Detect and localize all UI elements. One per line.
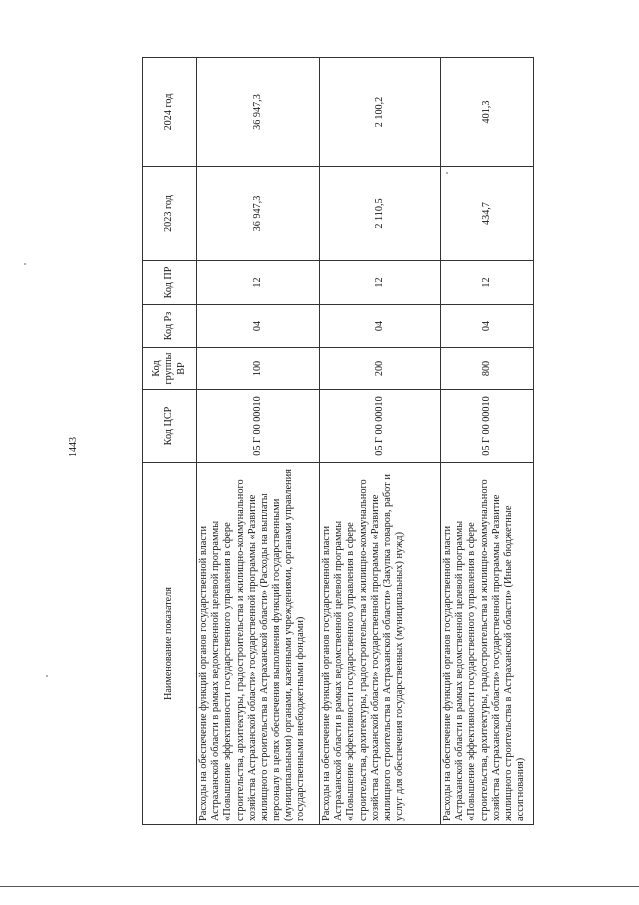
table-header-row (143, 58, 197, 825)
header-csr: Код ЦСР (143, 390, 197, 463)
budget-table (142, 57, 534, 825)
header-pr: Код ПР (143, 261, 197, 305)
bottom-rule (0, 886, 639, 887)
table-row (320, 58, 441, 825)
row-2024: 2 100,2 (320, 58, 441, 167)
row-vr: 800 (441, 348, 534, 390)
header-2023: 2023 год (143, 167, 197, 261)
row-rz: 04 (197, 305, 320, 348)
budget-table-rotated (142, 58, 530, 825)
row-name: Расходы на обеспечение функций органов государственной власти Астраханской области в рамках ведомственной целевой программы «Повышение эффективности государственного управления в сфере строительства, архитектуры, градостроительства и жилищно-коммунального хозяйства Астраханской области» государственной программы «Развитие жилищного строительства в Астраханской области» (Иные бюджетные ассигнования) (441, 463, 534, 825)
row-vr: 100 (197, 348, 320, 390)
row-csr: 05 Г 00 00010 (441, 390, 534, 463)
header-2024: 2024 год (143, 58, 197, 167)
page-number: 1443 (68, 437, 79, 457)
row-2023: 2 110,5 (320, 167, 441, 261)
row-name: Расходы на обеспечение функций органов государственной власти Астраханской области в рамках ведомственной целевой программы «Повышение эффективности государственного управления в сфере строительства, архитектуры, градостроительства и жилищно-коммунального хозяйства Астраханской области» государственной программы «Развитие жилищного строительства в Астраханской области» (Закупка товаров, работ и услуг для обеспечения государственных (муниципальных) нужд) (320, 463, 441, 825)
row-2024: 36 947,3 (197, 58, 320, 167)
scan-speck (46, 675, 48, 677)
budget-table-container (142, 58, 530, 825)
row-pr: 12 (320, 261, 441, 305)
row-2024: 401,3 (441, 58, 534, 167)
row-2023: 36 947,3 (197, 167, 320, 261)
row-rz: 04 (320, 305, 441, 348)
row-2023: 434,7 (441, 167, 534, 261)
table-row (441, 58, 534, 825)
row-csr: 05 Г 00 00010 (197, 390, 320, 463)
row-csr: 05 Г 00 00010 (320, 390, 441, 463)
scan-speck (24, 263, 26, 265)
header-rz: Код Рз (143, 305, 197, 348)
row-vr: 200 (320, 348, 441, 390)
row-pr: 12 (197, 261, 320, 305)
row-pr: 12 (441, 261, 534, 305)
row-rz: 04 (441, 305, 534, 348)
header-vr: Код группы ВР (143, 348, 197, 390)
header-name: Наименование показателя (143, 463, 197, 825)
row-name: Расходы на обеспечение функций органов государственной власти Астраханской области в рамках ведомственной целевой программы «Повышение эффективности государственного управления в сфере строительства, архитектуры, градостроительства и жилищно-коммунального хозяйства Астраханской области» государственной программы «Развитие жилищного строительства в Астраханской области» (Расходы на выплаты персоналу в целях обеспечения выполнения функций государственными (муниципальными) органами, казенными учреждениями, органами управления государственными внебюджетными фондами) (197, 463, 320, 825)
table-row (197, 58, 320, 825)
